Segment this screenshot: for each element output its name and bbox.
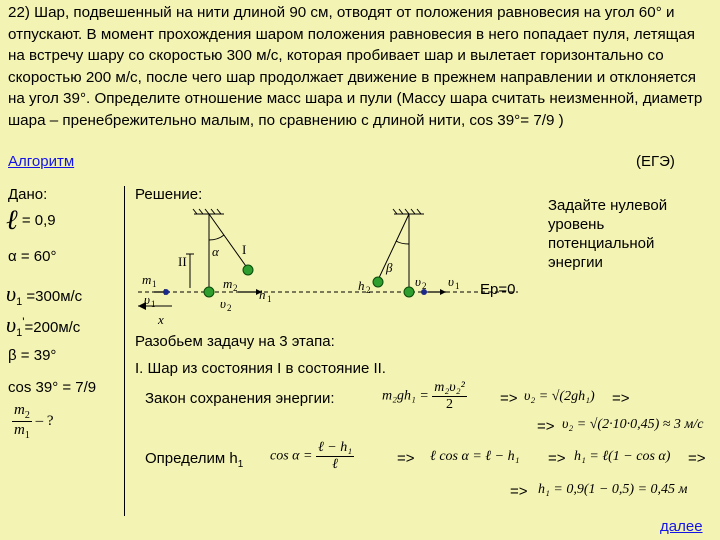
diagram-m1: m — [142, 272, 152, 287]
lcos-equation: ℓ cos α = ℓ − h₁ — [430, 449, 520, 464]
diagram-m2-sub: 2 — [233, 283, 238, 293]
diagram-v1-sub: 1 — [151, 299, 156, 309]
given-title: Дано: — [8, 186, 48, 203]
diagram-v1-right-sub: 1 — [455, 281, 460, 291]
given-length: ℓ = 0,9 — [6, 205, 56, 236]
next-link[interactable]: далее — [660, 518, 703, 535]
diagram-m2: m — [223, 276, 233, 291]
diagram-alpha-label: α — [212, 244, 219, 259]
find-ratio: $\frac{m_2}{m_1}$ – ? — [14, 402, 54, 441]
ball-deflected-right — [373, 277, 383, 287]
given-v1: $\upsilon_1 =300м/с$ — [6, 281, 83, 308]
diagram-v1: υ — [144, 292, 150, 307]
cos-equation: cos α = $\frac{\text{ℓ − h₁}}{\text{ℓ}}$ — [270, 440, 353, 472]
diagram-v2-right-sub: 2 — [422, 281, 427, 291]
problem-text: 22) Шар, подвешенный на нити длиной 90 см, отводят от положения равновесия на угол 60° и отпускают. В момент прохождения шаром положения равновесия в него попадает пуля, летящая на встречу шару со скоростью 300 м/с, которая пробивает шар и вылетает горизонтально со скоростью 200 м/с, после чего шар продолжает движение в прежнем направлении и отклоняется на угол 39°. Определите отношение масс шара и пули (Массу шара считать неизменной, диаметр шара – пренебрежительно малым, по сравнению с длиной нити, cos 39°= 7/9 ) — [8, 4, 703, 129]
v2-numeric: υ₂ = √(2·10·0,45) ≈ 3 м/с — [562, 417, 704, 432]
arrow-6: => — [688, 450, 706, 467]
v2-general: υ₂ = √(2gh₁) — [524, 389, 595, 404]
arrow-1: => — [500, 390, 518, 407]
thread-deflected-right — [378, 214, 409, 280]
zero-level-label: Eр=0 — [480, 281, 516, 298]
determine-h1-text: Определим $h_1$ — [145, 450, 244, 470]
diagram-h2-sub: 2 — [366, 285, 371, 295]
energy-law-text: Закон сохранения энергии: — [145, 390, 335, 407]
algorithm-link[interactable]: Алгоритм — [8, 153, 75, 170]
solution-title: Решение: — [135, 186, 203, 203]
ball-equilibrium-left — [204, 287, 214, 297]
diagram-v2-sub: 2 — [227, 303, 232, 313]
diagram-v2: υ — [220, 296, 226, 311]
arrow-4: => — [397, 450, 415, 467]
given-v1-prime: $\upsilon_1'=200м/с$ — [6, 312, 81, 339]
given-beta: β = 39° — [8, 347, 57, 364]
diagram-beta-label: β — [386, 260, 393, 275]
ball-deflected-left — [243, 265, 253, 275]
diagram-x-label: x — [158, 312, 164, 327]
given-cos: cos 39° = 7/9 — [8, 379, 97, 396]
problem-statement — [8, 2, 714, 132]
diagram-label-I: I — [242, 242, 247, 257]
stages-text: Разобьем задачу на 3 этапа: — [135, 333, 335, 350]
h1-general: h₁ = ℓ(1 − cos α) — [574, 449, 671, 464]
ceiling-right — [393, 209, 424, 214]
bullet-left — [163, 289, 169, 295]
zero-level-note: Задайте нулевой уровень потенциальной энергии — [548, 197, 668, 271]
alpha-arc — [209, 235, 224, 240]
arrow-5: => — [548, 450, 566, 467]
diagram-v1-right: υ — [448, 274, 454, 289]
energy-equation: m₂gh₁ = $\frac{\text{m₂υ₂²}}{2}$ — [382, 380, 465, 412]
diagram-label-II: II — [178, 254, 187, 269]
arrow-2: => — [612, 390, 630, 407]
arrow-7: => — [510, 483, 528, 500]
given-alpha: α = 60° — [8, 248, 57, 265]
ceiling-left — [193, 209, 224, 214]
diagram-h1: h — [259, 287, 266, 302]
exam-tag: (ЕГЭ) — [636, 153, 675, 170]
ball-equilibrium-right — [404, 287, 414, 297]
column-divider — [124, 186, 125, 516]
diagram-h2: h — [358, 278, 365, 293]
diagram-h1-sub: 1 — [267, 294, 272, 304]
beta-arc — [396, 241, 409, 244]
diagram-m1-sub: 1 — [152, 279, 157, 289]
pendulum-diagram — [128, 204, 528, 334]
arrow-3: => — [537, 418, 555, 435]
stage-1-text: I. Шар из состояния I в состояние II. — [135, 360, 386, 377]
h1-numeric: h₁ = 0,9(1 − 0,5) = 0,45 м — [538, 482, 688, 497]
diagram-v2-right: υ — [415, 274, 421, 289]
